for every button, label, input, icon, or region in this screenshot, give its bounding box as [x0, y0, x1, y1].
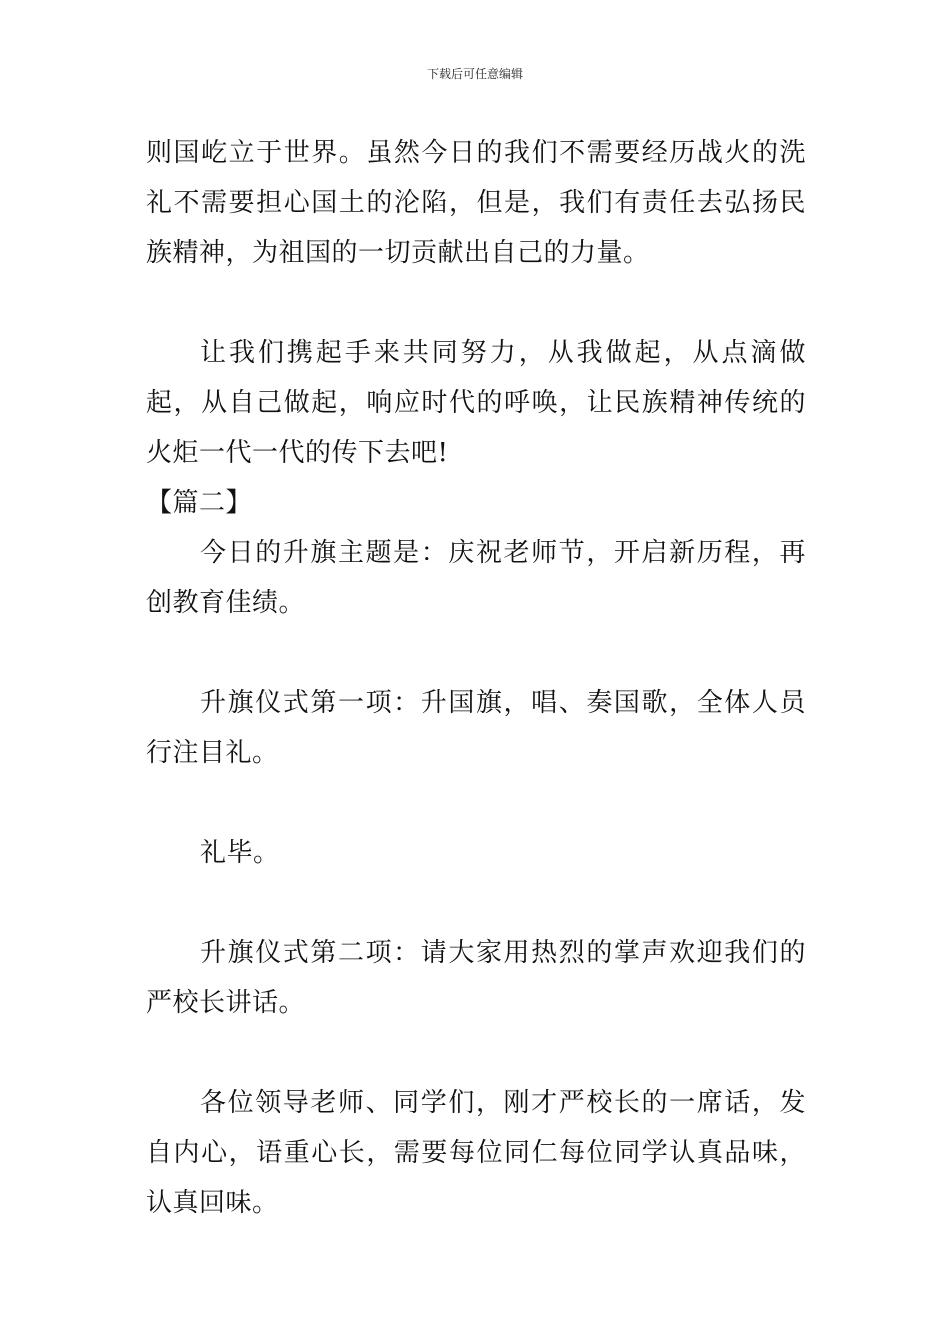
- paragraph-1: 则国屹立于世界。虽然今日的我们不需要经历战火的洗礼不需要担心国土的沦陷，但是，我们有责任去弘扬民族精神，为祖国的一切贡献出自己的力量。: [146, 138, 806, 268]
- document-body: [146, 128, 806, 1228]
- paragraph-3: 今日的升旗主题是：庆祝老师节，开启新历程，再创教育佳绩。: [146, 538, 806, 618]
- paragraph-2: 让我们携起手来共同努力，从我做起，从点滴做起，从自己做起，响应时代的呼唤，让民族精神传统的火炬一代一代的传下去吧!: [146, 338, 806, 468]
- paragraph-7: 各位领导老师、同学们，刚才严校长的一席话，发自内心，语重心长，需要每位同仁每位同学认真品味，认真回味。: [146, 1088, 806, 1218]
- section-heading: 【篇二】: [146, 488, 253, 518]
- paragraph-5: 礼毕。: [200, 838, 280, 868]
- page-header: 下载后可任意编辑: [426, 67, 523, 81]
- paragraph-6: 升旗仪式第二项：请大家用热烈的掌声欢迎我们的严校长讲话。: [146, 938, 806, 1018]
- paragraph-4: 升旗仪式第一项：升国旗，唱、奏国歌，全体人员行注目礼。: [146, 688, 806, 768]
